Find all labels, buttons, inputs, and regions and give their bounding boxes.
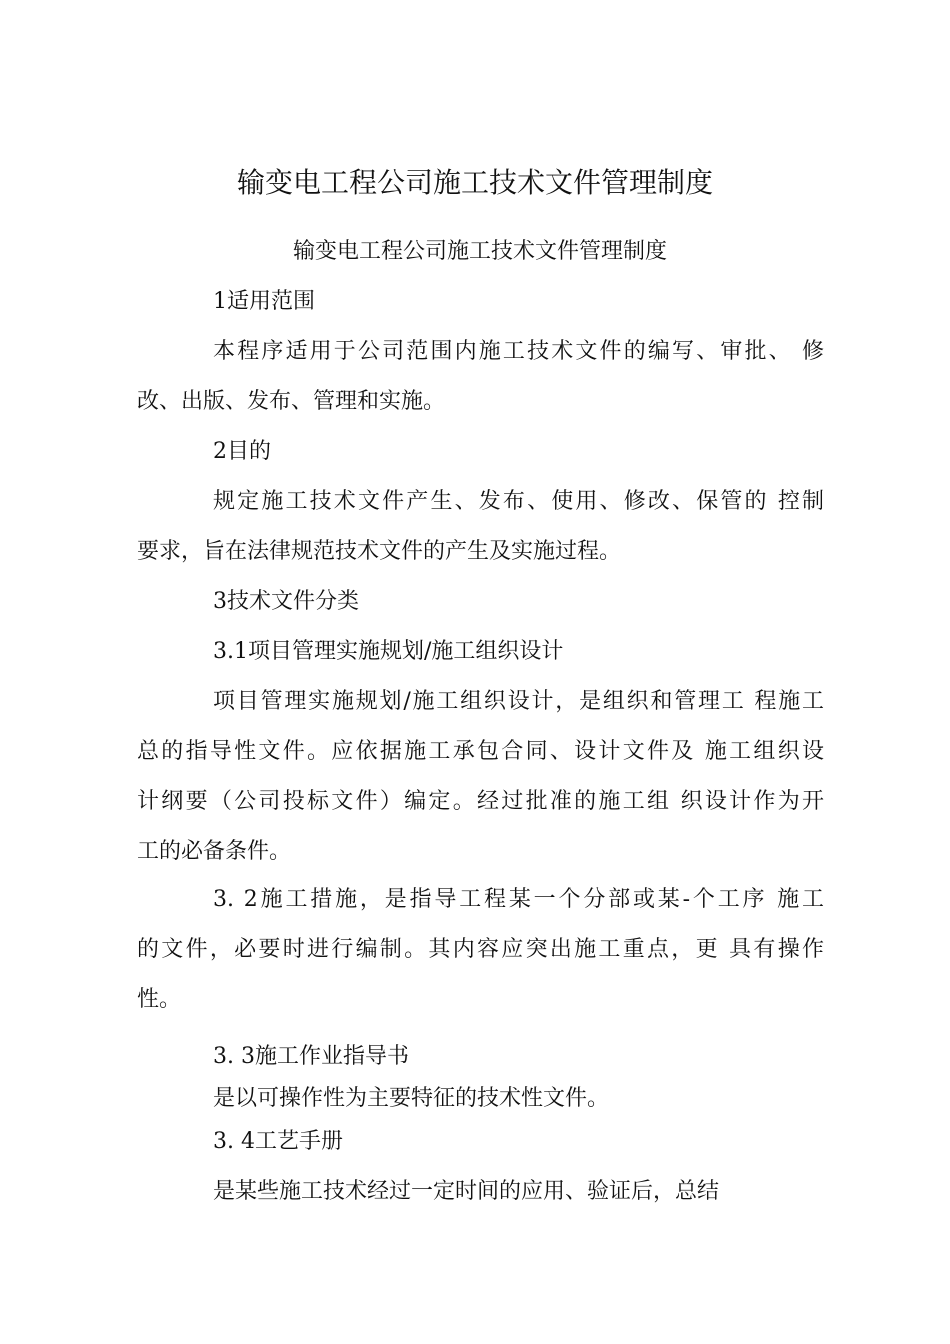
subsection-heading: 3. 3施工作业指导书 (213, 1044, 409, 1069)
paragraph-line: 总的指导性文件。应依据施工承包合同、设计文件及 施工组织设 (137, 739, 824, 764)
section-heading-classification: 3技术文件分类 (213, 589, 359, 614)
subsection-heading: 3.1项目管理实施规划/施工组织设计 (213, 639, 564, 664)
paragraph-line: 本程序适用于公司范围内施工技术文件的编写、审批、 修 (213, 339, 824, 364)
paragraph-line: 计纲要（公司投标文件）编定。经过批准的施工组 织设计作为开 (137, 789, 824, 814)
paragraph-line: 3. 2施工措施，是指导工程某一个分部或某-个工序 施工 (213, 887, 824, 912)
paragraph-line: 规定施工技术文件产生、发布、使用、修改、保管的 控制 (213, 489, 824, 514)
section-heading-purpose: 2目的 (213, 439, 271, 464)
section-heading-scope: 1适用范围 (213, 289, 315, 314)
document-subtitle: 输变电工程公司施工技术文件管理制度 (292, 239, 667, 264)
paragraph-line: 的文件，必要时进行编制。其内容应突出施工重点，更 具有操作 (137, 937, 824, 962)
paragraph-line: 是某些施工技术经过一定时间的应用、验证后，总结 (213, 1179, 720, 1204)
paragraph-line: 是以可操作性为主要特征的技术性文件。 (213, 1086, 610, 1111)
subsection-heading: 3. 4工艺手册 (213, 1129, 343, 1154)
paragraph-line: 改、出版、发布、管理和实施。 (137, 389, 446, 414)
paragraph-line: 性。 (137, 987, 182, 1012)
document-title: 输变电工程公司施工技术文件管理制度 (236, 166, 713, 199)
paragraph-line: 要求，旨在法律规范技术文件的产生及实施过程。 (137, 539, 622, 564)
paragraph-line: 项目管理实施规划/施工组织设计，是组织和管理工 程施工 (213, 689, 824, 714)
paragraph-line: 工的必备条件。 (137, 839, 292, 864)
